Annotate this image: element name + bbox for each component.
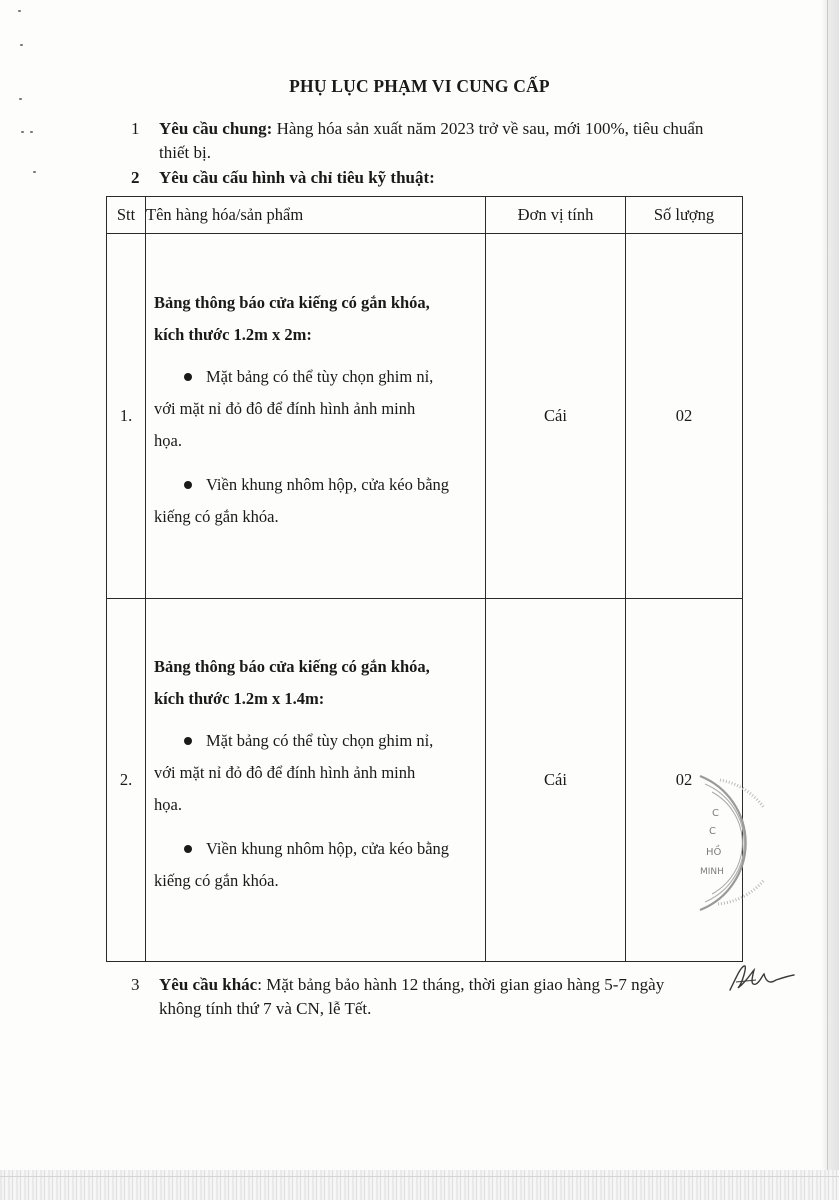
bullet-text: Mặt bảng có thể tùy chọn ghim nỉ, [206, 367, 434, 386]
bullet-text: kiếng có gắn khóa. [154, 507, 279, 526]
seal-text: C [709, 826, 716, 837]
header-stt: Stt [107, 197, 146, 234]
section-number: 2 [131, 168, 140, 187]
bullet-text: với mặt nỉ đỏ đô để đính hình ảnh minh [154, 763, 416, 782]
bullet-text: với mặt nỉ đỏ đô để đính hình ảnh minh [154, 399, 416, 418]
item-title-line: Bảng thông báo cửa kiếng có gắn khóa, [154, 657, 430, 676]
item-title [146, 287, 485, 351]
header-unit: Đơn vị tính [486, 197, 626, 234]
scan-speck [33, 171, 36, 173]
bullet-text: kiếng có gắn khóa. [154, 871, 279, 890]
cell-qty: 02 [626, 599, 743, 962]
section-label: Yêu cầu khác [159, 975, 258, 994]
section-number: 3 [131, 975, 140, 994]
seal-text: HỒ [706, 847, 722, 858]
bullet-item [146, 833, 485, 897]
bullet-icon [184, 373, 192, 381]
seal-text: MINH [700, 867, 724, 877]
bullet-text: Viền khung nhôm hộp, cửa kéo bằng [206, 475, 450, 494]
cell-unit: Cái [486, 234, 626, 599]
item-title-line: Bảng thông báo cửa kiếng có gắn khóa, [154, 293, 430, 312]
bullet-text: họa. [154, 431, 182, 450]
bullet-text: Mặt bảng có thể tùy chọn ghim nỉ, [206, 731, 434, 750]
section-number: 1 [131, 119, 140, 138]
cell-name [146, 599, 486, 962]
section-label: Yêu cầu cấu hình và chỉ tiêu kỹ thuật: [159, 168, 435, 187]
header-qty: Số lượng [626, 197, 743, 234]
bullet-item [146, 469, 485, 533]
table-header-row [107, 197, 743, 234]
item-title-line: kích thước 1.2m x 1.4m: [154, 689, 325, 708]
scan-speck [19, 98, 22, 100]
bullet-icon [184, 737, 192, 745]
item-title [146, 651, 485, 715]
bullet-item [146, 725, 485, 821]
cell-qty: 02 [626, 234, 743, 599]
bullet-text: Viền khung nhôm hộp, cửa kéo bằng [206, 839, 450, 858]
seal-text: C [712, 808, 719, 819]
section-other-requirements [131, 973, 721, 1023]
bullet-icon [184, 845, 192, 853]
scan-speck [30, 131, 33, 133]
bullet-item [146, 361, 485, 457]
cell-stt: 2. [107, 599, 146, 962]
item-title-line: kích thước 1.2m x 2m: [154, 325, 312, 344]
scan-speck [21, 131, 24, 133]
section-text: Hàng hóa sản xuất năm 2023 trở về sau, mới 100%, tiêu chuẩn [276, 119, 704, 138]
section-general-requirements [131, 117, 771, 167]
section-text: : Mặt bảng bảo hành 12 tháng, thời gian giao hàng 5-7 ngày [257, 975, 665, 994]
page-edge [821, 0, 839, 1200]
section-label: Yêu cầu chung: [159, 119, 273, 138]
cell-stt: 1. [107, 234, 146, 599]
section-text: thiết bị. [159, 143, 211, 162]
bullet-text: họa. [154, 795, 182, 814]
scan-speck [18, 10, 21, 12]
bullet-icon [184, 481, 192, 489]
signature-icon [726, 960, 796, 996]
partial-seal-icon [660, 768, 810, 918]
cell-unit: Cái [486, 599, 626, 962]
page-title: PHỤ LỤC PHẠM VI CUNG CẤP [289, 76, 550, 96]
scan-border [0, 1170, 839, 1200]
table-row [107, 234, 743, 599]
header-name: Tên hàng hóa/sản phẩm [146, 197, 486, 234]
cell-name [146, 234, 486, 599]
scan-speck [20, 44, 23, 46]
section-technical-requirements [131, 166, 731, 192]
spec-table [106, 196, 743, 962]
section-text: không tính thứ 7 và CN, lễ Tết. [159, 999, 372, 1018]
table-row [107, 599, 743, 962]
